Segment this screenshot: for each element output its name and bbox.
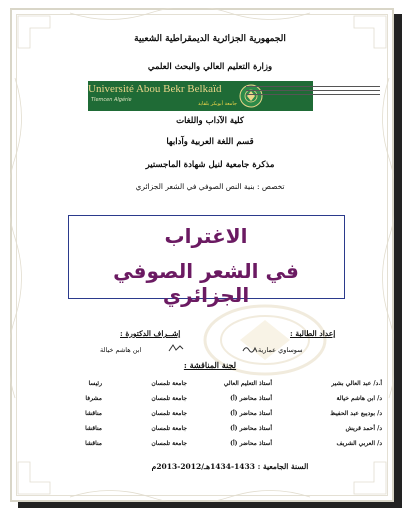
university-name-latin: Université Abou Bekr Belkaïd <box>88 83 222 95</box>
academic-year: السنة الجامعية : 1433-1434هـ/2012-2013م <box>151 462 309 471</box>
member-role: رئيسا <box>88 380 102 387</box>
committee-title: لجنة المناقشة : <box>183 360 237 370</box>
student-label: إعداد الطالبة : <box>290 329 336 338</box>
committee-row <box>20 425 392 439</box>
thesis-title-line-2: في الشعر الصوفي الجزائري <box>113 259 299 307</box>
supervisor-name: ابن هاشم خيالة <box>100 346 142 354</box>
member-rank: أستاذ محاضر (أ) <box>230 395 272 402</box>
member-role: مشرفا <box>85 395 102 402</box>
supervisor-label: إشــراف الدكتورة : <box>120 329 181 338</box>
supervisor-signature-icon <box>168 343 184 353</box>
specialty: تخصص : بنية النص الصوفي في الشعر الجزائري <box>135 182 285 191</box>
faculty-name: كلية الآداب واللغات <box>176 116 244 126</box>
committee-row <box>20 410 392 424</box>
department-name: قسم اللغة العربية وآدابها <box>166 137 254 147</box>
member-rank: أستاذ محاضر (أ) <box>230 425 272 432</box>
member-name: د/ العربي الشريف <box>336 440 382 447</box>
member-name: د/ ابن هاشم خيالة <box>336 395 382 402</box>
member-role: مناقشا <box>85 425 102 432</box>
student-name: سوساوي عمارية <box>258 346 303 354</box>
thesis-title-line-1: الاغتراب <box>164 224 248 248</box>
university-name-arabic: جامعة أبوبكر بلقايد <box>198 101 237 107</box>
member-name: د/ أحمد قريش <box>345 425 382 432</box>
committee-row <box>20 395 392 409</box>
member-role: مناقشا <box>85 410 102 417</box>
page-shadow-bottom <box>18 502 402 508</box>
member-rank: أستاذ محاضر (أ) <box>230 440 272 447</box>
member-university: جامعة تلمسان <box>151 440 187 447</box>
title-box <box>68 215 345 307</box>
member-university: جامعة تلمسان <box>151 395 187 402</box>
ministry-heading: وزارة التعليم العالي والبحث العلمي <box>147 62 273 72</box>
page-shadow-right <box>394 14 402 504</box>
committee-row <box>20 380 392 394</box>
student-signature-icon <box>242 344 258 354</box>
member-name: أ.د/ عبد العالي بشير <box>331 380 382 387</box>
member-rank: أستاذ التعليم العالي <box>223 380 272 387</box>
member-university: جامعة تلمسان <box>151 380 187 387</box>
banner-stripes <box>246 84 380 96</box>
committee-row <box>20 440 392 454</box>
member-name: د/ بوديبع عبد الحفيظ <box>330 410 382 417</box>
memo-type: مذكرة جامعية لنيل شهادة الماجستير <box>145 160 275 170</box>
member-rank: أستاذ محاضر (أ) <box>230 410 272 417</box>
university-location: Tlemcen Algérie <box>91 97 132 103</box>
member-university: جامعة تلمسان <box>151 425 187 432</box>
republic-heading: الجمهورية الجزائرية الديمقراطية الشعبية <box>134 34 286 44</box>
member-university: جامعة تلمسان <box>151 410 187 417</box>
member-role: مناقشا <box>85 440 102 447</box>
